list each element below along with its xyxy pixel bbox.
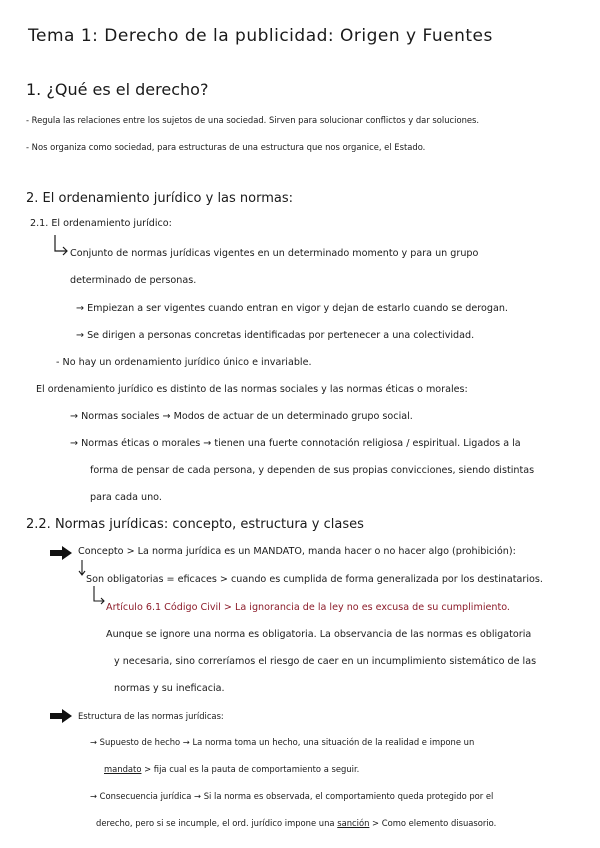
consecuencia-start: derecho, pero si se incumple, el ord. jurídico impone una — [96, 818, 338, 828]
consecuencia-end: > Como elemento disuasorio. — [369, 818, 497, 828]
consecuencia-line-2 — [96, 819, 496, 827]
hook-arrow-icon-2 — [92, 586, 106, 606]
bold-arrow-icon-2 — [50, 709, 72, 723]
aunque-line-1: Aunque se ignore una norma es obligatoria. La observancia de las normas es obligatoria — [106, 629, 532, 640]
section-2-2-heading: 2.2. Normas jurídicas: concepto, estructura y clases — [26, 517, 364, 532]
bullet-organiza: - Nos organiza como sociedad, para estructuras de una estructura que nos organice, el Estado. — [26, 142, 426, 152]
concepto-line: Concepto > La norma jurídica es un MANDATO, manda hacer o no hacer algo (prohibición): — [78, 546, 516, 557]
subsection-2-1-heading: 2.1. El ordenamiento jurídico: — [30, 218, 172, 229]
destinatarios-line: → Se dirigen a personas concretas identificadas por pertenecer a una colectividad. — [76, 330, 475, 341]
page-title: Tema 1: Derecho de la publicidad: Origen y Fuentes — [28, 26, 493, 46]
aunque-line-2: y necesaria, sino correríamos el riesgo de caer en un incumplimiento sistemático de las — [114, 656, 537, 667]
no-unico-line: - No hay un ordenamiento jurídico único e invariable. — [56, 357, 312, 368]
mandato-rest: > fija cual es la pauta de comportamiento a seguir. — [141, 764, 360, 774]
vigencia-line: → Empiezan a ser vigentes cuando entran en vigor y dejan de estarlo cuando se derogan. — [76, 303, 508, 314]
section-1-heading: 1. ¿Qué es el derecho? — [26, 80, 209, 99]
distinto-line: El ordenamiento jurídico es distinto de las normas sociales y las normas éticas o morales: — [36, 384, 468, 395]
sancion-term: sanción — [337, 818, 370, 828]
obligatorias-line: Son obligatorias = eficaces > cuando es cumplida de forma generalizada por los destinatarios. — [86, 574, 543, 585]
bullet-regula: - Regula las relaciones entre los sujetos de una sociedad. Sirven para solucionar conflictos y dar soluciones. — [26, 115, 480, 125]
estructura-heading: Estructura de las normas jurídicas: — [78, 711, 224, 721]
normas-eticas-line-1: → Normas éticas o morales → tienen una fuerte connotación religiosa / espiritual. Ligados a la — [70, 438, 521, 449]
normas-eticas-line-3: para cada uno. — [90, 492, 162, 503]
aunque-line-3: normas y su ineficacia. — [114, 683, 225, 694]
section-2-heading: 2. El ordenamiento jurídico y las normas: — [26, 191, 294, 206]
mandato-term: mandato — [104, 764, 142, 774]
normas-sociales-line: → Normas sociales → Modos de actuar de un determinado grupo social. — [70, 411, 413, 422]
down-arrow-icon — [78, 560, 86, 576]
supuesto-line-2 — [104, 765, 359, 773]
definition-line-1: Conjunto de normas jurídicas vigentes en un determinado momento y para un grupo — [70, 248, 479, 259]
supuesto-line-1: → Supuesto de hecho → La norma toma un hecho, una situación de la realidad e impone un — [90, 737, 475, 747]
consecuencia-line-1: → Consecuencia jurídica → Si la norma es observada, el comportamiento queda protegido por el — [90, 791, 494, 801]
normas-eticas-line-2: forma de pensar de cada persona, y dependen de sus propias convicciones, siendo distintas — [90, 465, 535, 476]
bold-arrow-icon — [50, 546, 72, 560]
hook-arrow-icon — [52, 234, 70, 256]
articulo-6-1-line: Artículo 6.1 Código Civil > La ignorancia de la ley no es excusa de su cumplimiento. — [106, 602, 510, 613]
definition-line-2: determinado de personas. — [70, 275, 197, 286]
